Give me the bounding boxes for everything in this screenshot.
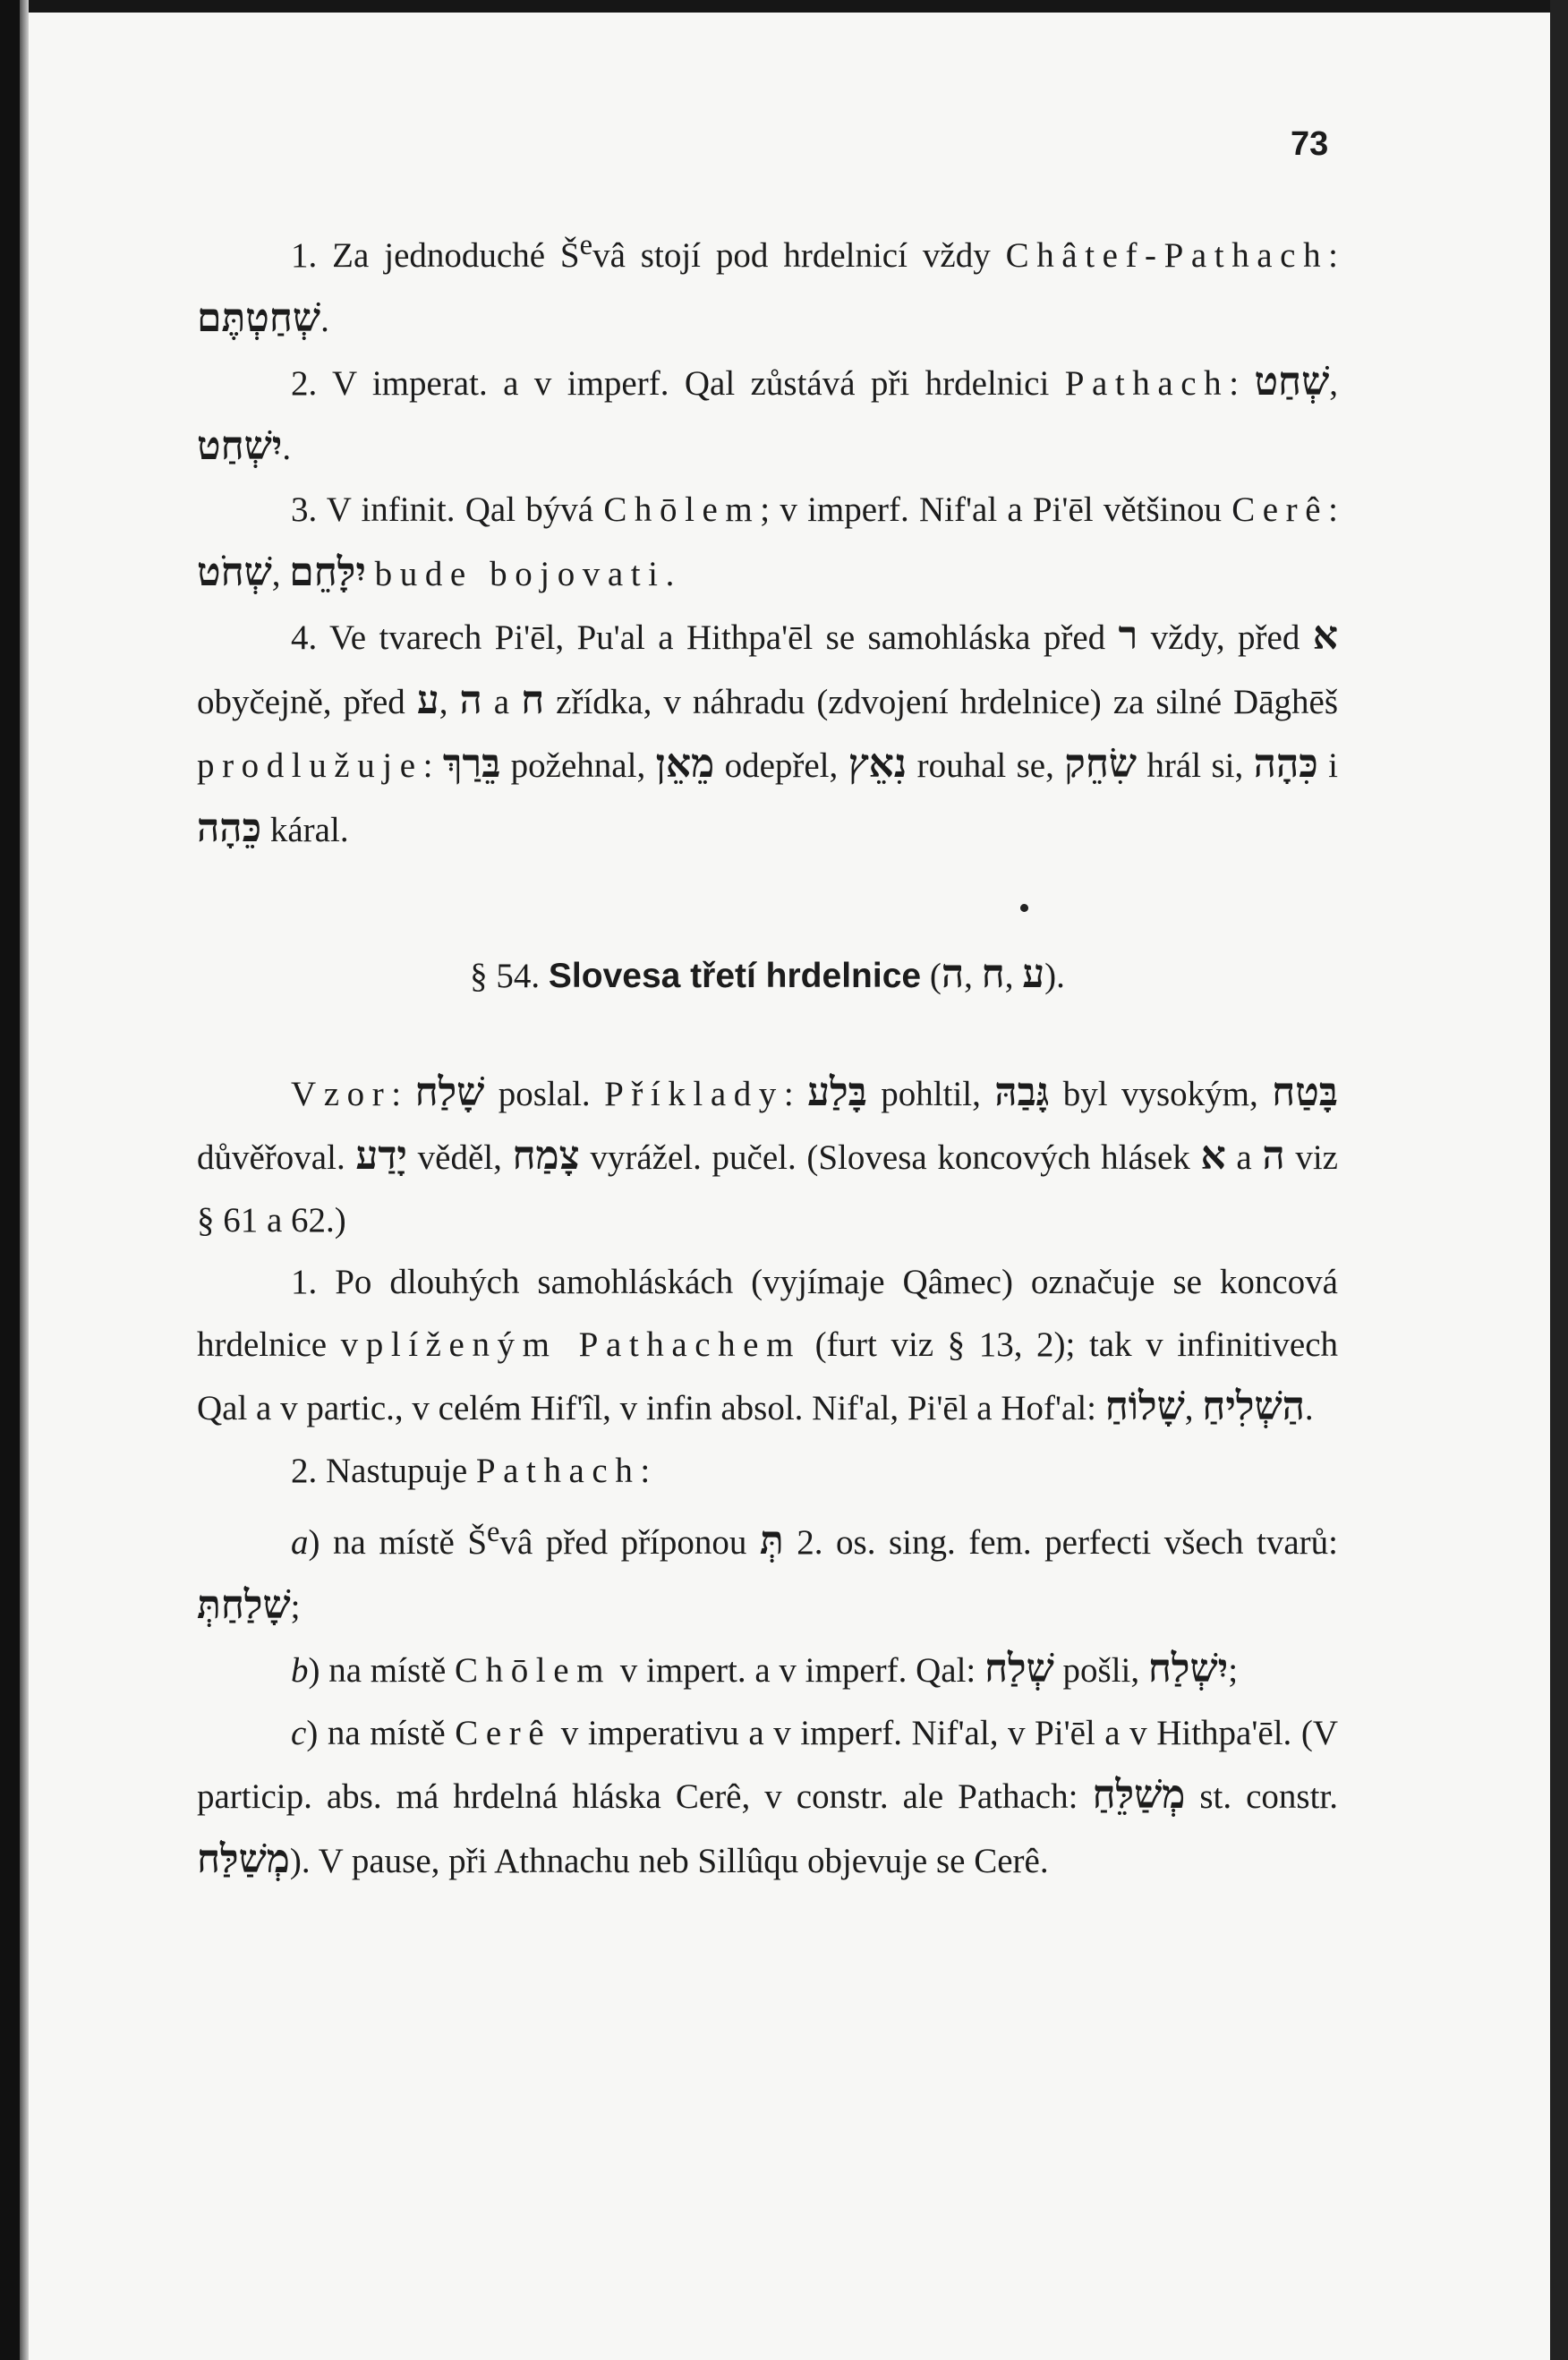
hebrew-word: צָמַח <box>512 1133 580 1179</box>
text: 1. Po dlouhých samohláskách (vyjímaje Qâmec) označuje se koncová hrdelnice <box>197 1263 1338 1364</box>
hebrew-word: שְׁחֹט <box>197 549 272 595</box>
text: odepřel, <box>714 746 848 785</box>
hebrew-word: בָּלַע <box>807 1069 867 1115</box>
hebrew-word: מֵאֵן <box>655 741 715 787</box>
spaced-term: Příklady <box>604 1074 784 1113</box>
item-label: a <box>291 1523 309 1562</box>
text: byl vysokým, <box>1049 1074 1273 1113</box>
text: ; v imperf. Nif'al a Pi'ēl většinou <box>760 490 1232 529</box>
rule-6c-paragraph <box>197 1702 1338 1893</box>
section-heading <box>197 943 1338 1008</box>
hebrew-letter: א <box>1200 1133 1226 1179</box>
section-number: § 54. <box>470 957 541 995</box>
hebrew-letter: ה <box>941 951 965 997</box>
text: 1. Za jednoduché Š <box>291 236 580 275</box>
item-label: c <box>291 1713 307 1752</box>
text: : <box>422 746 443 785</box>
text: : <box>1328 490 1338 529</box>
text: obyčejně, před <box>197 682 417 721</box>
text: : <box>783 1074 808 1113</box>
spaced-term: Vzor <box>291 1074 392 1113</box>
hebrew-letter: א <box>1312 613 1338 659</box>
hebrew-word: בֵּרַךְ <box>442 741 501 787</box>
spaced-term: Chōlem <box>603 490 761 529</box>
hebrew-word: שְׁלַח <box>984 1646 1054 1691</box>
vzor-paragraph <box>197 1061 1338 1252</box>
spaced-term: bude bojovati <box>374 554 666 593</box>
hebrew-word: בָּטַח <box>1272 1069 1338 1115</box>
text: (furt viz § 13, 2); tak v infinitivech Qal a v partic., v celém Hif'îl, v infin absol. Nif'al, Pi'ēl a Hof'al: <box>197 1325 1339 1427</box>
text: ) na místě <box>306 1713 456 1752</box>
spaced-term: Chōlem <box>455 1651 612 1690</box>
hebrew-word: כִּהָה <box>1253 741 1318 787</box>
hebrew-word: יִשְׁלַח <box>1147 1646 1229 1691</box>
text: : <box>1328 236 1338 275</box>
spaced-term: vplíženým Pathachem <box>340 1325 801 1364</box>
text: , <box>439 682 460 721</box>
text: ( <box>921 957 942 995</box>
text: . <box>320 300 329 339</box>
superscript: e <box>579 229 593 261</box>
spaced-term: Cerê <box>455 1713 552 1752</box>
text: vyrážel. pučel. (Slovesa koncových hlásek <box>579 1138 1201 1177</box>
text: zřídka, v náhradu (zdvojení hrdelnice) za silné Dāghēš <box>544 682 1338 721</box>
text: požehnal, <box>500 746 656 785</box>
hebrew-letter: ח <box>521 677 545 723</box>
text: 3. V infinit. Qal bývá <box>291 490 604 529</box>
page-top-edge <box>0 0 1568 13</box>
hebrew-word: יָדַע <box>355 1133 407 1179</box>
binding-shadow <box>20 0 29 2360</box>
hebrew-letter: ע <box>1022 951 1045 997</box>
text: : <box>391 1074 415 1113</box>
text: 2. Nastupuje <box>291 1451 476 1490</box>
text: vždy, před <box>1138 618 1313 657</box>
text: ; <box>1228 1651 1239 1690</box>
text: rouhal se, <box>907 746 1065 785</box>
spaced-term: Pathach <box>475 1451 641 1490</box>
text: 2. V imperat. a v imperf. Qal zůstává při hrdelnici <box>291 364 1065 403</box>
text: ) na místě <box>308 1651 456 1690</box>
text: st. constr. <box>1185 1777 1339 1816</box>
text: důvěřoval. <box>197 1138 356 1177</box>
text: , <box>1329 364 1338 403</box>
hebrew-word: שְׁחַטְתֶּם <box>197 294 321 341</box>
rule-3-paragraph <box>197 479 1338 605</box>
rule-2-paragraph <box>197 351 1338 479</box>
rule-4-paragraph <box>197 605 1338 861</box>
book-binding <box>0 0 20 2360</box>
text: viz § 61 a 62.) <box>197 1138 1338 1240</box>
text: 4. Ve tvarech Pi'ēl, Pu'al a Hithpa'ēl se samohláska před <box>291 618 1119 657</box>
hebrew-letter: ע <box>416 677 439 723</box>
hebrew-word: שְׁחַט <box>1254 359 1330 405</box>
hebrew-word: נִאֵץ <box>848 741 908 787</box>
spaced-term: prodlužuje <box>197 746 423 785</box>
text: a <box>481 682 522 721</box>
text: , <box>1184 1389 1203 1427</box>
text: a <box>1225 1138 1263 1177</box>
text: i <box>1317 746 1339 785</box>
text: . <box>665 554 675 593</box>
hebrew-word: תְּ <box>759 1518 784 1563</box>
text: vâ stojí pod hrdelnicí vždy <box>592 236 1006 275</box>
hebrew-letter: ר <box>1118 613 1138 659</box>
page-right-edge <box>1550 0 1568 2360</box>
print-speck <box>1020 904 1028 912</box>
rule-5-paragraph <box>197 1251 1338 1440</box>
hebrew-word: שָׁלַח <box>414 1069 485 1115</box>
rule-6-paragraph <box>197 1440 1338 1503</box>
spaced-term: Cerê <box>1231 490 1329 529</box>
text: káral. <box>261 810 349 849</box>
text: poslal. <box>484 1074 605 1113</box>
hebrew-word: מְשַׁלֵּחַ <box>1092 1772 1186 1818</box>
hebrew-letter: ה <box>1262 1133 1285 1179</box>
text: věděl, <box>406 1138 513 1177</box>
rule-6b-paragraph <box>197 1638 1338 1702</box>
hebrew-word: כֵּהָה <box>197 805 262 851</box>
page-number: 73 <box>1291 125 1329 163</box>
rule-1-paragraph <box>197 215 1338 351</box>
text: , <box>271 554 290 593</box>
text: , <box>964 957 982 995</box>
text: . <box>282 428 292 467</box>
text: hrál si, <box>1137 746 1254 785</box>
text: , <box>1004 957 1023 995</box>
text: ). V pause, při Athnachu neb Sillûqu objevuje se Cerê. <box>289 1841 1049 1880</box>
text: v impert. a v imperf. Qal: <box>611 1651 984 1690</box>
hebrew-word: מְשַׁלַּח <box>197 1836 290 1882</box>
text: vâ před příponou <box>499 1523 760 1562</box>
text: 2. os. sing. fem. perfecti všech tvarů: <box>783 1523 1338 1562</box>
hebrew-letter: ח <box>981 951 1005 997</box>
hebrew-word: יִשְׁחַט <box>197 422 283 469</box>
hebrew-word: שָׁלַחַתְּ <box>197 1581 291 1628</box>
rule-6a-paragraph <box>197 1502 1338 1638</box>
hebrew-word: גָּבַהּ <box>994 1069 1050 1115</box>
page-body <box>197 215 1338 1892</box>
text: pohltil, <box>866 1074 995 1113</box>
hebrew-word: שִׂחֵק <box>1064 741 1138 787</box>
text: pošli, <box>1053 1651 1148 1690</box>
hebrew-letter: ה <box>459 677 482 723</box>
text: ). <box>1044 957 1065 995</box>
text: : <box>1229 364 1255 403</box>
text: v imperativu a v imperf. Nif'al, v Pi'ēl a v Hithpa'ēl. (V particip. abs. má hrdelná hláska Cerê, v constr. ale Pathach: <box>197 1713 1338 1816</box>
spaced-term: Pathach <box>1064 364 1230 403</box>
superscript: e <box>487 1516 500 1548</box>
text: : <box>640 1451 651 1490</box>
text: . <box>1304 1389 1314 1427</box>
item-label: b <box>291 1651 309 1690</box>
text: ; <box>290 1587 301 1626</box>
spaced-term: Châtef-Pathach <box>1005 236 1329 275</box>
hebrew-word: הַשְׁלִיחַ <box>1202 1384 1305 1429</box>
section-title: Slovesa třetí hrdelnice <box>548 957 922 995</box>
hebrew-word: שָׁלוֹחַ <box>1104 1384 1185 1429</box>
text: ) na místě Š <box>308 1523 488 1562</box>
hebrew-word: יִלָּחֵם <box>289 549 366 595</box>
